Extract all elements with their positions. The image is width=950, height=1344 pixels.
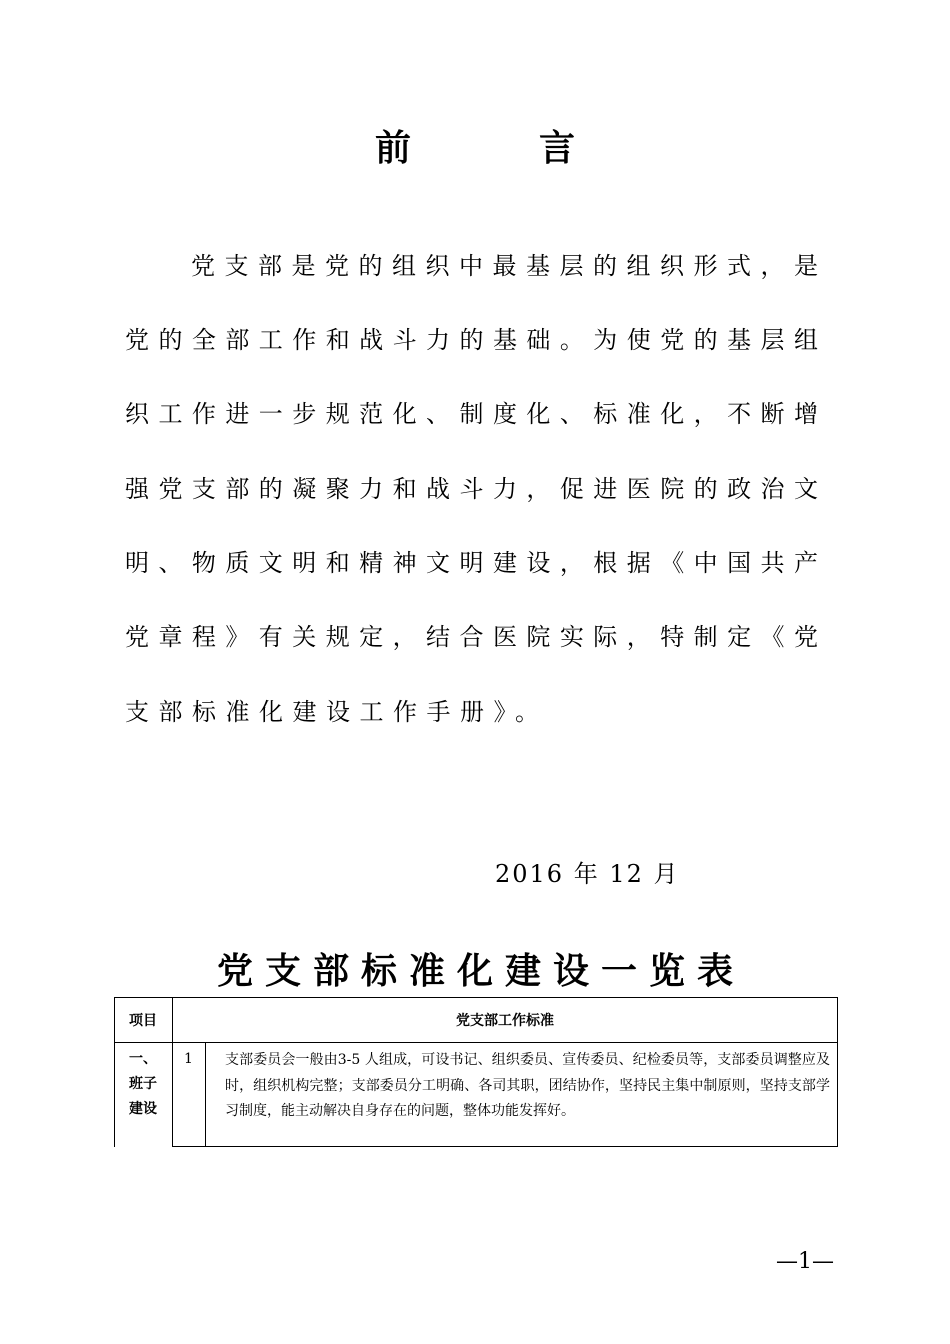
header-standard: 党支部工作标准 xyxy=(456,1013,554,1029)
preface-paragraph-line: 强党支部的凝聚力和战斗力，促进医院的政治文 xyxy=(125,475,818,503)
page-number: —1— xyxy=(776,1249,834,1274)
preface-paragraph-line: 明、物质文明和精神文明建设，根据《中国共产 xyxy=(125,549,818,577)
preface-paragraph-line: 党支部是党的组织中最基层的组织形式，是 xyxy=(191,252,818,280)
section-label xyxy=(114,1047,172,1122)
section-label-line: 一、 xyxy=(129,1051,157,1067)
standards-table xyxy=(114,997,838,1147)
table-number-divider xyxy=(205,1042,206,1147)
section-label-line: 班子 xyxy=(129,1076,157,1092)
row-standard-text: 支部委员会一般由3-5 人组成，可设书记、组织委员、宣传委员、纪检委员等，支部委员调整应及时，组织机构完整；支部委员分工明确、各司其职，团结协作，坚持民主集中制原则，坚持支部学习制度，能主动解决自身存在的问题，整体功能发挥好。 xyxy=(225,1052,830,1119)
preface-paragraph-line: 支部标准化建设工作手册》。 xyxy=(125,698,549,726)
preface-paragraph-line: 党的全部工作和战斗力的基础。为使党的基层组 xyxy=(125,326,818,354)
table-header-divider xyxy=(114,1042,838,1043)
table-border-top xyxy=(114,997,838,998)
preface-paragraph-line: 党章程》有关规定，结合医院实际，特制定《党 xyxy=(125,623,818,651)
header-item: 项目 xyxy=(129,1013,157,1029)
table-row-divider xyxy=(172,1146,838,1147)
table-title: 党支部标准化建设一览表 xyxy=(216,950,745,992)
preface-title: 前 言 xyxy=(374,127,621,169)
preface-paragraph-line: 织工作进一步规范化、制度化、标准化，不断增 xyxy=(125,400,818,428)
row-number: 1 xyxy=(184,1051,193,1067)
section-label-line: 建设 xyxy=(129,1101,157,1117)
preface-date: 2016 年 12 月 xyxy=(495,860,680,888)
